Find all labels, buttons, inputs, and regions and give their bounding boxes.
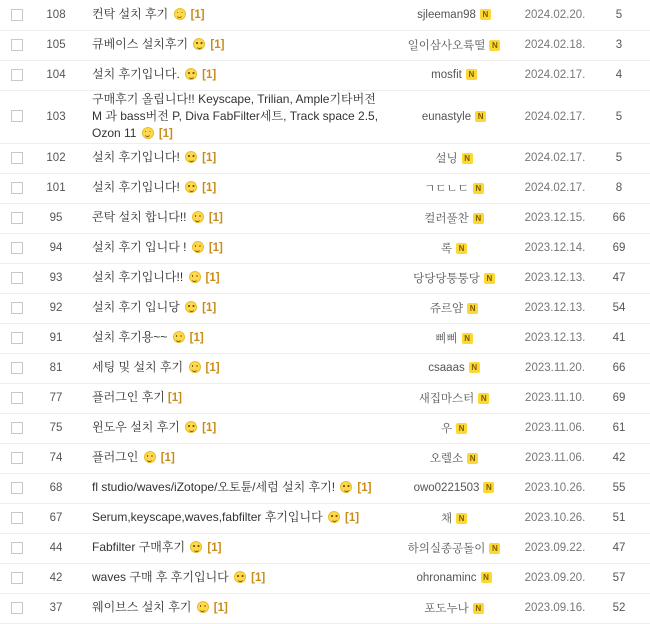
post-view-count: 51 — [612, 512, 626, 524]
post-date: 2024.02.17. — [524, 182, 586, 194]
post-author-cell[interactable] — [394, 383, 514, 413]
post-author-cell[interactable] — [394, 473, 514, 503]
row-select-cell[interactable] — [0, 263, 34, 293]
post-number: 91 — [49, 332, 63, 344]
post-author-cell[interactable] — [394, 173, 514, 203]
author-name[interactable]: 당당당퉁퉁당 — [413, 273, 480, 285]
post-author-cell[interactable] — [394, 443, 514, 473]
post-number: 37 — [49, 602, 63, 614]
table-row[interactable] — [0, 233, 650, 263]
post-author-cell[interactable] — [394, 30, 514, 60]
row-checkbox[interactable] — [11, 452, 23, 464]
comment-count: [1] — [160, 452, 175, 464]
post-view-count: 55 — [612, 482, 626, 494]
post-title-cell[interactable] — [78, 413, 394, 443]
row-checkbox[interactable] — [11, 39, 23, 51]
author-name[interactable]: 삐삐 — [435, 333, 458, 345]
post-title-link[interactable]: 콘탁 설치 합니다!! — [92, 210, 187, 224]
comment-count: [1] — [158, 127, 173, 140]
post-view-count: 41 — [612, 332, 626, 344]
author-grade-badge-icon: N — [473, 213, 484, 224]
table-row[interactable] — [0, 60, 650, 90]
table-row[interactable] — [0, 143, 650, 173]
post-date: 2024.02.20. — [524, 8, 586, 21]
table-row[interactable] — [0, 443, 650, 473]
table-row[interactable] — [0, 173, 650, 203]
post-date: 2023.12.15. — [524, 212, 586, 224]
author-name[interactable]: mosfit — [431, 69, 462, 81]
post-number: 68 — [49, 482, 63, 494]
row-select-cell[interactable] — [0, 143, 34, 173]
smiley-face-icon — [142, 127, 154, 139]
row-select-cell[interactable] — [0, 0, 34, 30]
post-title-link[interactable]: 구매후기 올립니다!! Keyscape, Trilian, Ample기타버전 M 과 bass버전 P, Diva FabFilter세트, Track space 2.5, Ozon 11 — [92, 91, 379, 140]
author-name[interactable]: 컬러풀찬 — [424, 213, 469, 225]
row-select-cell[interactable] — [0, 593, 34, 623]
table-row[interactable] — [0, 30, 650, 60]
table-row[interactable] — [0, 323, 650, 353]
post-author-cell[interactable] — [394, 533, 514, 563]
comment-count: [1] — [205, 272, 220, 284]
author-grade-badge-icon: N — [484, 273, 495, 284]
author-grade-badge-icon: N — [462, 153, 473, 164]
post-title-link[interactable]: 컨탁 설치 후기 — [92, 6, 169, 21]
post-title-link[interactable]: waves 구매 후 후기입니다 — [92, 570, 229, 584]
post-view-count: 66 — [612, 362, 626, 374]
row-checkbox[interactable] — [11, 152, 23, 164]
smiley-face-icon — [192, 241, 204, 253]
post-date: 2024.02.17. — [524, 69, 586, 81]
post-author-cell[interactable] — [394, 203, 514, 233]
post-title-link[interactable]: 설치 후기 입니다 ! — [92, 240, 187, 254]
post-number: 104 — [46, 69, 66, 81]
comment-count: [1] — [190, 8, 205, 21]
author-grade-badge-icon: N — [475, 111, 486, 122]
post-author-cell[interactable] — [394, 593, 514, 623]
comment-count: [1] — [202, 69, 217, 81]
post-view-count: 4 — [615, 69, 623, 81]
comment-count: [1] — [207, 542, 222, 554]
post-view-count: 42 — [612, 452, 626, 464]
smiley-face-icon — [197, 601, 209, 613]
post-title-link[interactable]: Serum,keyscape,waves,fabfilter 후기입니다 — [92, 510, 323, 524]
post-view-count: 47 — [612, 542, 626, 554]
post-title-cell[interactable] — [78, 533, 394, 563]
smiley-face-icon — [189, 271, 201, 283]
comment-count: [1] — [189, 332, 204, 344]
author-grade-badge-icon: N — [483, 482, 494, 493]
post-author-cell[interactable] — [394, 503, 514, 533]
post-view-count: 5 — [615, 152, 623, 164]
post-title-cell[interactable] — [78, 593, 394, 623]
comment-count: [1] — [213, 602, 228, 614]
author-grade-badge-icon: N — [456, 243, 467, 254]
comment-count: [1] — [202, 302, 217, 314]
post-date: 2024.02.18. — [524, 39, 586, 51]
post-author-cell[interactable] — [394, 293, 514, 323]
post-number: 105 — [46, 39, 66, 51]
author-name[interactable]: 포도누나 — [424, 603, 469, 615]
comment-count: [1] — [345, 512, 360, 524]
row-checkbox[interactable] — [11, 482, 23, 494]
smiley-face-icon — [185, 421, 197, 433]
post-title-link[interactable]: 웨이브스 설치 후기 — [92, 600, 192, 614]
author-name[interactable]: 새집마스터 — [418, 393, 475, 405]
post-title-link[interactable]: fl studio/waves/iZotope/오토튠/세럼 설치 후기! — [92, 480, 336, 494]
smiley-face-icon — [328, 511, 340, 523]
author-name[interactable]: 쥬르얌 — [429, 303, 464, 315]
author-grade-badge-icon: N — [456, 423, 467, 434]
post-title-cell[interactable] — [78, 60, 394, 90]
post-title-cell[interactable] — [78, 143, 394, 173]
smiley-face-icon — [174, 8, 186, 20]
post-number: 81 — [49, 362, 63, 374]
smiley-face-icon — [192, 211, 204, 223]
post-view-count: 8 — [615, 182, 623, 194]
row-select-cell[interactable] — [0, 473, 34, 503]
post-date: 2023.09.22. — [524, 542, 586, 554]
post-number: 101 — [46, 182, 66, 194]
author-name[interactable]: 록 — [440, 243, 453, 255]
row-checkbox[interactable] — [11, 302, 23, 314]
post-date: 2023.12.13. — [524, 302, 586, 314]
author-name[interactable]: csaaas — [428, 362, 465, 374]
smiley-face-icon — [189, 361, 201, 373]
post-title-cell[interactable] — [78, 473, 394, 503]
post-author-cell[interactable] — [394, 0, 514, 30]
post-view-count: 61 — [612, 422, 626, 434]
row-checkbox[interactable] — [11, 512, 23, 524]
post-date: 2023.10.26. — [524, 512, 586, 524]
post-number: 44 — [49, 542, 63, 554]
table-row[interactable] — [0, 383, 650, 413]
comment-count: [1] — [202, 422, 217, 434]
comment-count: [1] — [202, 182, 217, 194]
post-title-cell[interactable] — [78, 353, 394, 383]
row-select-cell[interactable] — [0, 563, 34, 593]
post-number: 92 — [49, 302, 63, 314]
post-number: 103 — [46, 110, 66, 123]
smiley-face-icon — [193, 38, 205, 50]
author-grade-badge-icon: N — [456, 513, 467, 524]
table-row[interactable] — [0, 593, 650, 623]
table-row[interactable] — [0, 473, 650, 503]
comment-count: [1] — [167, 392, 182, 404]
author-name[interactable]: 오렐소 — [429, 453, 464, 465]
comment-count: [1] — [210, 39, 225, 51]
post-number: 108 — [46, 8, 66, 21]
post-date: 2023.11.10. — [525, 392, 585, 404]
post-title-cell[interactable] — [78, 383, 394, 413]
post-title-cell[interactable] — [78, 90, 394, 143]
post-view-count: 47 — [612, 272, 626, 284]
post-date: 2024.02.17. — [524, 152, 586, 164]
post-number: 77 — [49, 392, 63, 404]
author-name[interactable]: eunastyle — [421, 110, 472, 123]
post-view-count: 69 — [612, 392, 626, 404]
row-select-cell[interactable] — [0, 173, 34, 203]
post-number: 93 — [49, 272, 63, 284]
row-select-cell[interactable] — [0, 503, 34, 533]
row-select-cell[interactable] — [0, 413, 34, 443]
row-select-cell[interactable] — [0, 90, 34, 143]
post-author-cell[interactable] — [394, 143, 514, 173]
row-select-cell[interactable] — [0, 203, 34, 233]
comment-count: [1] — [357, 482, 372, 494]
post-date: 2024.02.17. — [524, 110, 586, 123]
author-grade-badge-icon: N — [462, 333, 473, 344]
table-row[interactable] — [0, 533, 650, 563]
post-title-link[interactable]: 큐베이스 설치후기 — [92, 37, 189, 51]
author-grade-badge-icon: N — [467, 453, 478, 464]
post-number: 102 — [46, 152, 66, 164]
table-row[interactable] — [0, 0, 650, 30]
comment-count: [1] — [208, 212, 223, 224]
author-grade-badge-icon: N — [467, 303, 478, 314]
smiley-face-icon — [185, 68, 197, 80]
table-row[interactable] — [0, 293, 650, 323]
post-number: 67 — [49, 512, 63, 524]
row-checkbox[interactable] — [11, 242, 23, 254]
post-author-cell[interactable] — [394, 233, 514, 263]
row-checkbox[interactable] — [11, 9, 23, 21]
author-name[interactable]: 일이삼사오륙떨 — [407, 40, 486, 52]
post-title-link[interactable]: 세팅 및 설치 후기 — [92, 360, 184, 374]
smiley-face-icon — [234, 571, 246, 583]
row-checkbox[interactable] — [11, 332, 23, 344]
post-number: 95 — [49, 212, 63, 224]
post-author-cell[interactable] — [394, 353, 514, 383]
post-date: 2023.09.16. — [524, 602, 586, 614]
row-checkbox[interactable] — [11, 69, 23, 81]
post-title-cell[interactable] — [78, 173, 394, 203]
post-view-count: 52 — [612, 602, 626, 614]
row-checkbox[interactable] — [11, 422, 23, 434]
author-grade-badge-icon: N — [478, 393, 489, 404]
comment-count: [1] — [208, 242, 223, 254]
row-checkbox[interactable] — [11, 182, 23, 194]
row-select-cell[interactable] — [0, 353, 34, 383]
post-number: 42 — [49, 572, 63, 584]
smiley-face-icon — [185, 151, 197, 163]
post-number: 94 — [49, 242, 63, 254]
post-date: 2023.10.26. — [524, 482, 586, 494]
table-row[interactable] — [0, 353, 650, 383]
author-grade-badge-icon: N — [480, 9, 491, 20]
author-name[interactable]: 채 — [440, 513, 453, 525]
smiley-face-icon — [173, 331, 185, 343]
author-grade-badge-icon: N — [489, 543, 500, 554]
smiley-face-icon — [185, 301, 197, 313]
row-checkbox[interactable] — [11, 212, 23, 224]
post-title-cell[interactable] — [78, 323, 394, 353]
author-grade-badge-icon: N — [469, 362, 480, 373]
post-number: 74 — [49, 452, 63, 464]
author-name[interactable]: ohronaminc — [416, 572, 477, 584]
post-author-cell[interactable] — [394, 90, 514, 143]
row-select-cell[interactable] — [0, 233, 34, 263]
author-grade-badge-icon: N — [473, 183, 484, 194]
post-author-cell[interactable] — [394, 563, 514, 593]
author-name[interactable]: 우 — [440, 423, 453, 435]
post-title-link[interactable]: 설치 후기용~~ — [92, 330, 168, 344]
row-select-cell[interactable] — [0, 443, 34, 473]
post-date: 2023.11.20. — [525, 362, 585, 374]
table-row[interactable] — [0, 203, 650, 233]
post-author-cell[interactable] — [394, 263, 514, 293]
post-date: 2023.12.13. — [524, 272, 586, 284]
post-date: 2023.11.06. — [525, 422, 585, 434]
post-title-cell[interactable] — [78, 0, 394, 30]
post-author-cell[interactable] — [394, 413, 514, 443]
post-title-link[interactable]: 플러그인 — [92, 450, 139, 464]
author-name[interactable]: sjleeman98 — [417, 8, 476, 21]
table-row[interactable] — [0, 413, 650, 443]
post-title-link[interactable]: 플러그인 후기 — [92, 390, 165, 404]
author-name[interactable]: 설닝 — [435, 153, 458, 165]
post-title-cell[interactable] — [78, 203, 394, 233]
post-title-link[interactable]: 설치 후기입니다! — [92, 150, 180, 164]
post-title-cell[interactable] — [78, 263, 394, 293]
author-name[interactable]: owo0221503 — [413, 482, 480, 494]
author-grade-badge-icon: N — [481, 572, 492, 583]
post-title-cell[interactable] — [78, 443, 394, 473]
row-select-cell[interactable] — [0, 30, 34, 60]
table-row[interactable] — [0, 503, 650, 533]
post-title-cell[interactable] — [78, 233, 394, 263]
post-view-count: 57 — [612, 572, 626, 584]
post-title-link[interactable]: 설치 후기입니다! — [92, 180, 180, 194]
row-checkbox[interactable] — [11, 572, 23, 584]
post-title-link[interactable]: 윈도우 설치 후기 — [92, 420, 180, 434]
author-grade-badge-icon: N — [473, 603, 484, 614]
row-checkbox[interactable] — [11, 362, 23, 374]
post-view-count: 5 — [615, 110, 623, 123]
post-date: 2023.11.06. — [525, 452, 585, 464]
post-view-count: 69 — [612, 242, 626, 254]
post-date: 2023.12.14. — [524, 242, 586, 254]
post-date: 2023.12.13. — [524, 332, 586, 344]
post-date: 2023.09.20. — [524, 572, 586, 584]
table-row[interactable] — [0, 563, 650, 593]
post-title-link[interactable]: 설치 후기입니다!! — [92, 270, 184, 284]
comment-count: [1] — [205, 362, 220, 374]
row-checkbox[interactable] — [11, 542, 23, 554]
post-view-count: 66 — [612, 212, 626, 224]
row-checkbox[interactable] — [11, 272, 23, 284]
post-title-link[interactable]: Fabfilter 구매후기 — [92, 540, 186, 554]
post-title-cell[interactable] — [78, 30, 394, 60]
comment-count: [1] — [202, 152, 217, 164]
smiley-face-icon — [190, 541, 202, 553]
row-select-cell[interactable] — [0, 323, 34, 353]
row-checkbox[interactable] — [11, 110, 23, 122]
post-view-count: 3 — [615, 39, 623, 51]
comment-count: [1] — [251, 572, 266, 584]
post-title-cell[interactable] — [78, 563, 394, 593]
row-select-cell[interactable] — [0, 533, 34, 563]
post-author-cell[interactable] — [394, 323, 514, 353]
post-author-cell[interactable] — [394, 60, 514, 90]
row-select-cell[interactable] — [0, 293, 34, 323]
post-view-count: 54 — [612, 302, 626, 314]
author-name[interactable]: 하의실종공돌이 — [407, 543, 486, 555]
smiley-face-icon — [185, 181, 197, 193]
post-title-link[interactable]: 설치 후기 입니당 — [92, 300, 180, 314]
smiley-face-icon — [340, 481, 352, 493]
post-view-count: 5 — [615, 8, 623, 21]
post-title-link[interactable]: 설치 후기입니다. — [92, 67, 180, 81]
post-title-cell[interactable] — [78, 293, 394, 323]
table-row[interactable] — [0, 90, 650, 143]
row-select-cell[interactable] — [0, 60, 34, 90]
author-grade-badge-icon: N — [489, 40, 500, 51]
smiley-face-icon — [144, 451, 156, 463]
row-checkbox[interactable] — [11, 392, 23, 404]
table-row[interactable] — [0, 263, 650, 293]
post-title-cell[interactable] — [78, 503, 394, 533]
post-number: 75 — [49, 422, 63, 434]
row-select-cell[interactable] — [0, 383, 34, 413]
row-checkbox[interactable] — [11, 602, 23, 614]
author-name[interactable]: ㄱㄷㄴㄷ — [424, 183, 469, 195]
author-grade-badge-icon: N — [466, 69, 477, 80]
